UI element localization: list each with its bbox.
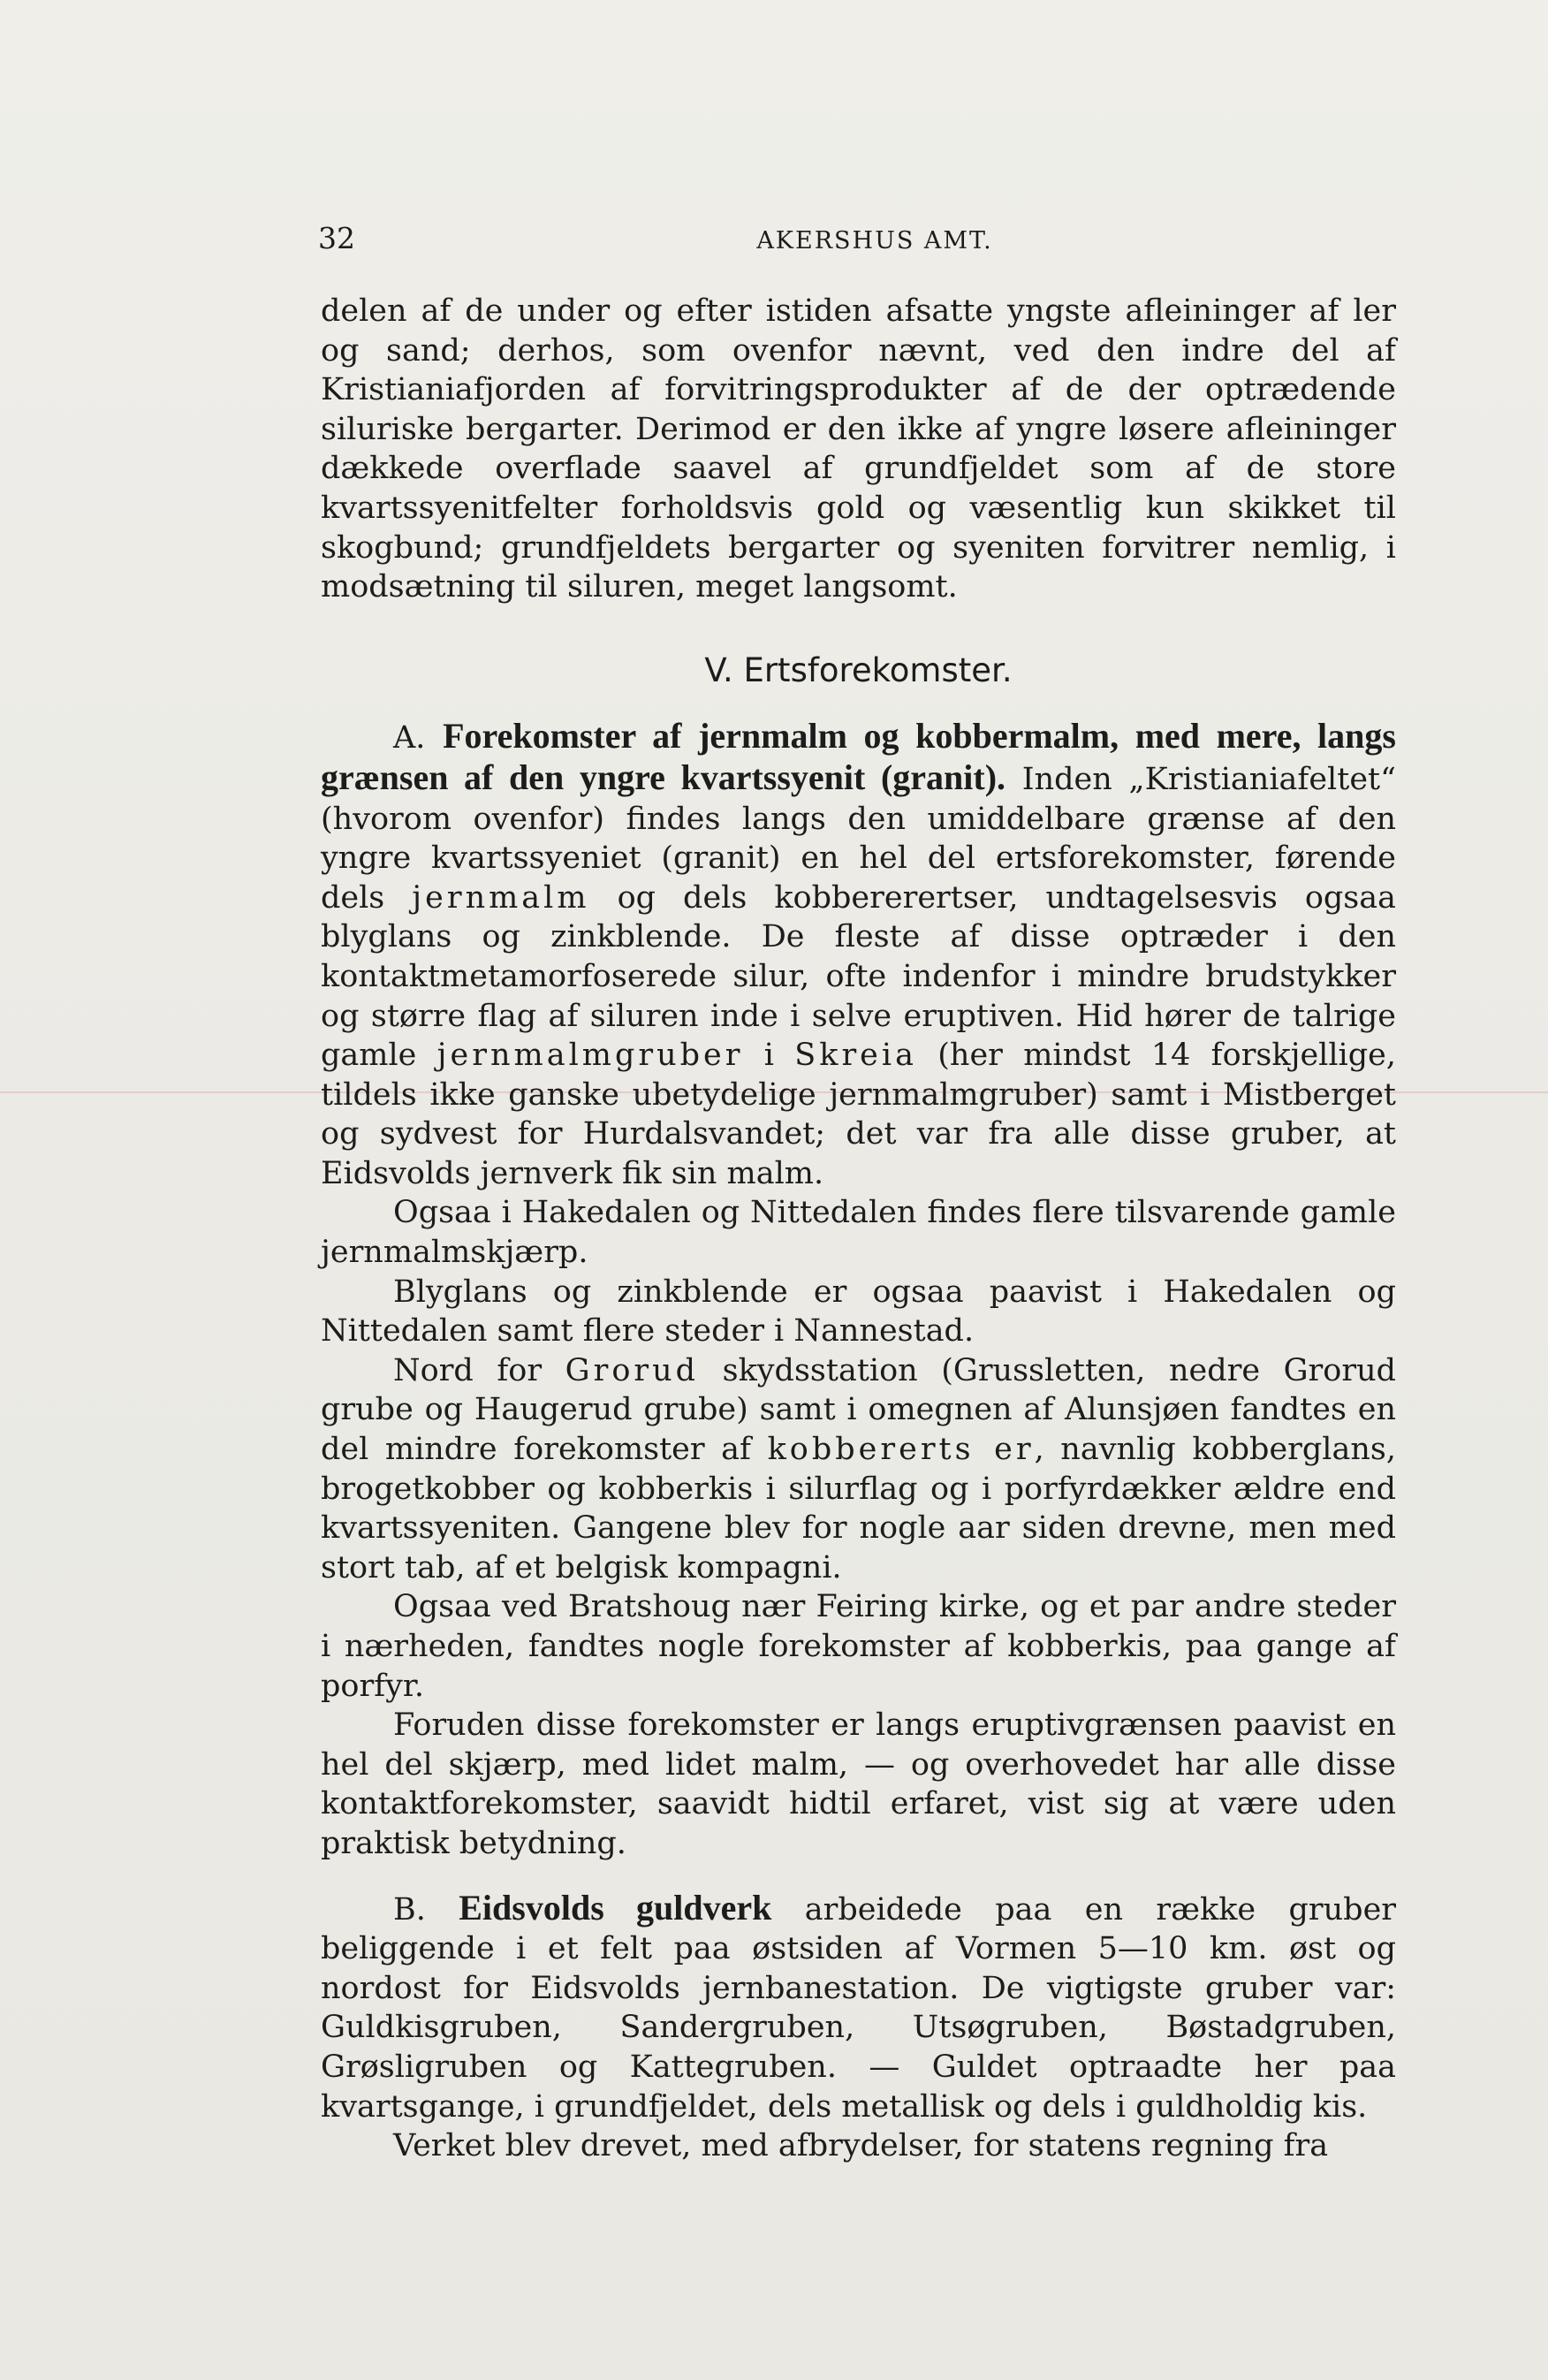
section-heading: V. Ertsforekomster. [704,650,1013,689]
subsection-label-b: B. [393,1891,426,1928]
text-run: arbeidede paa en række gruber beliggende i et felt paa østsiden af Vormen 5—10 km. øst og nordost for Eidsvolds jernbanestation. De vigtigste gruber var: Guldkisgruben, Sandergruben, Utsøgruben, Bøstadgruben, Grøsligruben og Kattegruben. — Guldet optraadte her paa kvartsgange, i grundfjeldet, dels metallisk og dels i guldholdig kis. [321,1891,1397,2125]
page-header [318,221,1396,255]
page-number: 32 [318,221,355,255]
spaced-term: kobbererts er [767,1432,1035,1468]
paragraph-9: Verket blev drevet, med afbrydelser, for statens regning fra [393,2128,1329,2164]
paragraph-4: Blyglans og zinkblende er ogsaa paavist i Hakedalen og Nittedalen samt flere steder i Nannestad. [321,1274,1396,1350]
text-run: Nord for [393,1352,565,1388]
paragraph-5 [321,1351,1396,1588]
paragraph-7: Foruden disse forekomster er langs eruptivgrænsen paavist en hel del skjærp, med lidet malm, — og overhovedet har alle disse kontaktforekomster, saavidt hidtil erfaret, vist sig at være uden praktisk betydning. [321,1707,1396,1861]
text-run: (her mindst 14 forskjellige, tildels ikke ganske ubetydelige jernmalmgruber) samt i Mistberget og sydvest for Hurdalsvandet; det var fra alle disse gruber, at Eidsvolds jernverk fik sin malm. [321,1038,1396,1191]
running-title: AKERSHUS AMT. [756,227,993,255]
subsection-heading-b: Eidsvolds guldverk [459,1887,772,1928]
spaced-term: Grorud [565,1352,700,1388]
paragraph-6: Ogsaa ved Bratshoug nær Feiring kirke, og et par andre steder i nærheden, fandtes nogle forekomster af kobberkis, paa gange af porfyr. [321,1589,1396,1704]
paragraph-1: delen af de under og efter istiden afsatte yngste afleininger af ler og sand; derhos, som ovenfor nævnt, ved den indre del af Kristianiafjorden af forvitringsprodukter af de der optrædende siluriske bergarter. Derimod er den ikke af yngre løsere afleininger dækkede overflade saavel af grundfjeldet som af de store kvartssyenitfelter forholdsvis gold og væsentlig kun skikket til skogbund; grundfjeldets bergarter og syeniten forvitrer nemlig, i modsætning til siluren, meget langsomt. [321,293,1396,605]
text-run: i [743,1038,795,1074]
body-text [321,292,1396,2166]
paragraph-gap [321,1864,1396,1889]
subsection-label-a: A. [393,720,426,757]
paragraph-a [321,717,1396,1193]
spaced-term: jernmalmgruber [436,1038,744,1074]
text-run: skydsstation (Grussletten, nedre Grorud grube og Haugerud grube) samt i omegnen af Alunsjøen fandtes en del mindre forekomster af [321,1352,1397,1468]
paragraph-3: Ogsaa i Hakedalen og Nittedalen findes flere tilsvarende gamle jernmalmskjærp. [321,1195,1396,1271]
paragraph-b [321,1889,1396,2127]
spaced-term: Skreia [794,1038,917,1074]
spaced-term: jernmalm [412,879,590,916]
subsection-heading-a: Forekomster af jernmalm og kobbermalm, med mere, langs grænsen af den yngre kvartssyenit (granit). [321,716,1396,797]
text-run: , navnlig kobberglans, brogetkobber og kobberkis i silurflag og i porfyrdækker ældre end kvartssyeniten. Gangene blev for nogle aar siden drevne, men med stort tab, af et belgisk kompagni. [321,1432,1396,1585]
text-run: og dels kobbererertser, undtagelsesvis ogsaa blyglans og zinkblende. De fleste af disse optræder i den kontaktmetamorfoserede silur, ofte indenfor i mindre brudstykker og større flag af siluren inde i selve eruptiven. Hid hører de talrige gamle [321,879,1396,1074]
text-run: Inden „Kristianiafeltet“ (hvorom ovenfor) findes langs den umiddelbare grænse af den yngre kvartssyeniet (granit) en hel del ertsforekomster, førende dels [321,761,1396,916]
